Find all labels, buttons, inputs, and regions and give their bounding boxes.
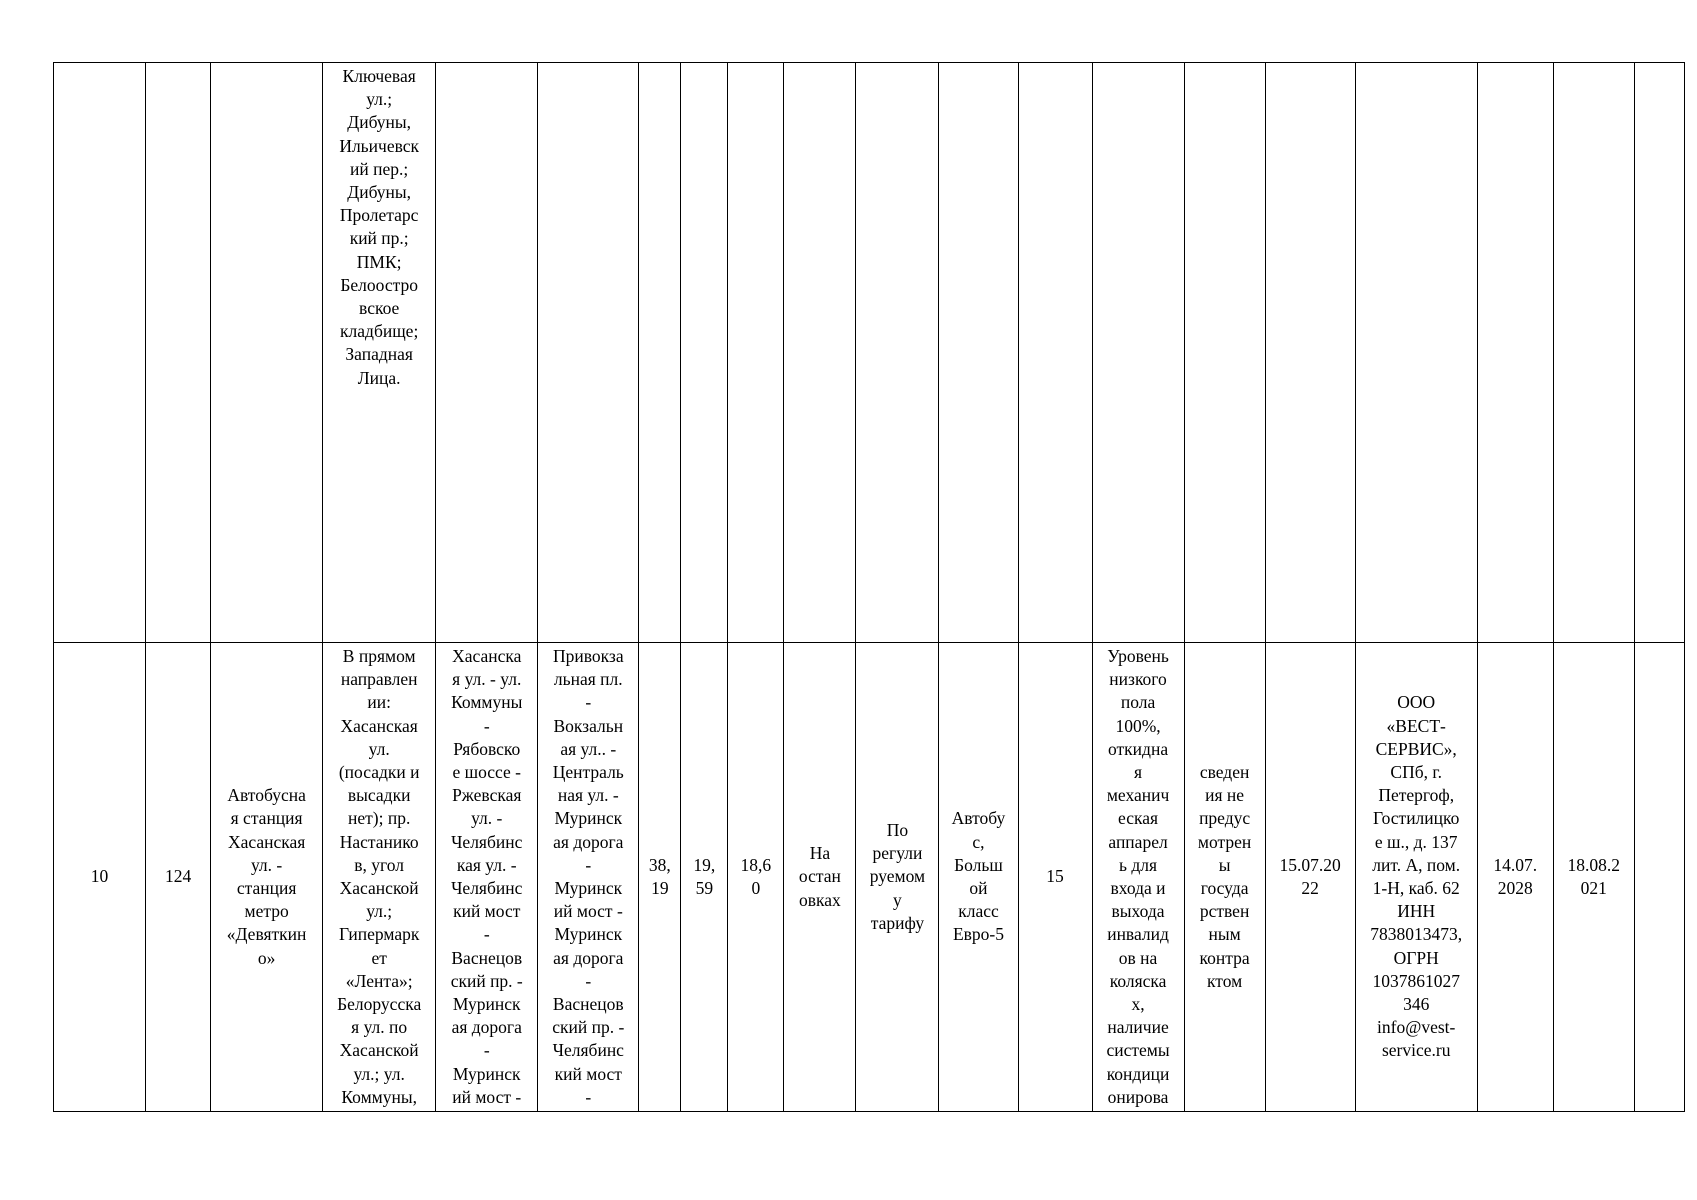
cell-length-forward: 38, 19 bbox=[639, 643, 681, 1112]
cell-num: 10 bbox=[54, 643, 146, 1112]
cell-start-date bbox=[1265, 63, 1355, 643]
cell-extra bbox=[1634, 643, 1684, 1112]
cell-streets-forward bbox=[436, 63, 538, 643]
cell-length-backward: 19, 59 bbox=[681, 643, 728, 1112]
cell-num bbox=[54, 63, 146, 643]
cell-route-name: Автобусна я станция Хасанская ул. - станция метро «Девяткин о» bbox=[211, 643, 323, 1112]
cell-vehicle: Автобу с, Больш ой класс Евро-5 bbox=[939, 643, 1018, 1112]
table-row bbox=[54, 63, 1685, 643]
cell-vehicle bbox=[939, 63, 1018, 643]
cell-streets-backward: Привокза льная пл. - Вокзальн ая ул.. - Централь ная ул. - Муринск ая дорога - Муринск ий мост - Муринск ая дорога - Васнецов ский пр. - Челябинс кий мост - bbox=[538, 643, 639, 1112]
cell-stops: В прямом направлен ии: Хасанская ул. (посадки и высадки нет); пр. Настанико в, угол Хасанской ул.; Гипермарк ет «Лента»; Белорусска я ул. по Хасанской ул.; ул. Коммуны, bbox=[323, 643, 436, 1112]
cell-characteristics bbox=[1092, 63, 1184, 643]
cell-carrier bbox=[1355, 63, 1477, 643]
cell-length-backward bbox=[681, 63, 728, 643]
cell-start-date: 15.07.20 22 bbox=[1265, 643, 1355, 1112]
cell-end-date bbox=[1477, 63, 1553, 643]
cell-length-total: 18,6 0 bbox=[728, 643, 784, 1112]
table-row bbox=[54, 643, 1685, 1112]
cell-characteristics: Уровень низкого пола 100%, откидна я механич еская аппарел ь для входа и выхода инвалид ов на коляска х, наличие системы кондици онирова bbox=[1092, 643, 1184, 1112]
cell-boarding-order bbox=[784, 63, 856, 643]
cell-reg-date: 18.08.2 021 bbox=[1553, 643, 1634, 1112]
cell-length-total bbox=[728, 63, 784, 643]
cell-extra bbox=[1634, 63, 1684, 643]
cell-contract bbox=[1184, 63, 1265, 643]
cell-contract: сведен ия не предус мотрен ы госуда рствен ным контра ктом bbox=[1184, 643, 1265, 1112]
cell-carrier: ООО «ВЕСТ- СЕРВИС», СПб, г. Петергоф, Гостилицко е ш., д. 137 лит. А, пом. 1-Н, каб. 62 ИНН 7838013473, ОГРН 1037861027 346 info@vest- service.ru bbox=[1355, 643, 1477, 1112]
cell-end-date: 14.07. 2028 bbox=[1477, 643, 1553, 1112]
cell-boarding-order: На остан овках bbox=[784, 643, 856, 1112]
cell-streets-backward bbox=[538, 63, 639, 643]
cell-vehicle-count bbox=[1018, 63, 1092, 643]
cell-route-name bbox=[211, 63, 323, 643]
cell-tariff: По регули руемом у тарифу bbox=[856, 643, 939, 1112]
cell-streets-forward: Хасанска я ул. - ул. Коммуны - Рябовско е шоссе - Ржевская ул. - Челябинс кая ул. - Челябинс кий мост - Васнецов ский пр. - Муринск ая дорога - Муринск ий мост - bbox=[436, 643, 538, 1112]
cell-vehicle-count: 15 bbox=[1018, 643, 1092, 1112]
cell-stops: Ключевая ул.; Дибуны, Ильичевск ий пер.; Дибуны, Пролетарс кий пр.; ПМК; Белоостро вское кладбище; Западная Лица. bbox=[323, 63, 436, 643]
cell-length-forward bbox=[639, 63, 681, 643]
cell-route-no bbox=[146, 63, 211, 643]
cell-route-no: 124 bbox=[146, 643, 211, 1112]
cell-reg-date bbox=[1553, 63, 1634, 643]
cell-tariff bbox=[856, 63, 939, 643]
routes-register-table bbox=[53, 62, 1685, 1112]
